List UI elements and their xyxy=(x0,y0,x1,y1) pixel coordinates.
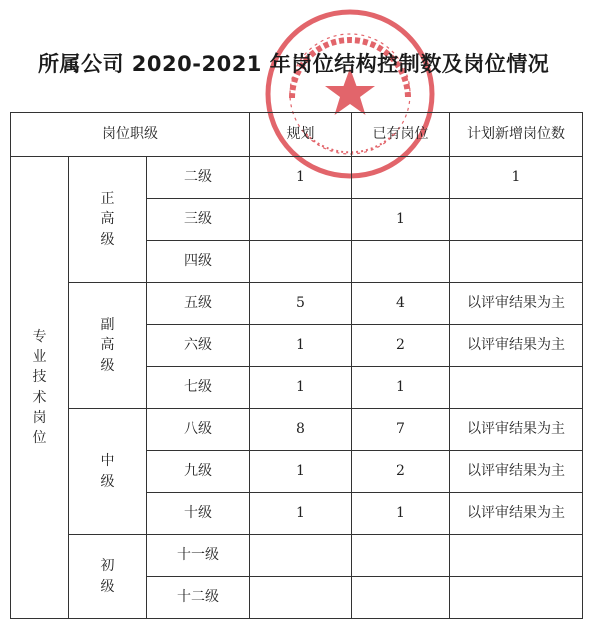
header-existing: 已有岗位 xyxy=(352,113,450,157)
quota-cell xyxy=(250,535,352,577)
level-cell: 十级 xyxy=(147,493,250,535)
quota-cell xyxy=(250,577,352,619)
table-row xyxy=(11,535,583,577)
quota-cell: 8 xyxy=(250,409,352,451)
planned-cell xyxy=(450,241,583,283)
level-cell: 二级 xyxy=(147,157,250,199)
planned-cell: 以评审结果为主 xyxy=(450,451,583,493)
group-label xyxy=(69,189,146,250)
group-char: 副 xyxy=(100,317,115,334)
planned-cell: 1 xyxy=(450,157,583,199)
quota-cell xyxy=(250,199,352,241)
existing-cell: 2 xyxy=(352,325,450,367)
group-label xyxy=(69,556,146,597)
existing-cell: 1 xyxy=(352,199,450,241)
group-char: 高 xyxy=(100,337,115,354)
level-cell: 九级 xyxy=(147,451,250,493)
group-char: 高 xyxy=(100,211,115,228)
level-cell: 八级 xyxy=(147,409,250,451)
group-char: 级 xyxy=(100,357,115,374)
level-cell: 七级 xyxy=(147,367,250,409)
existing-cell: 1 xyxy=(352,367,450,409)
existing-cell: 2 xyxy=(352,451,450,493)
level-cell: 三级 xyxy=(147,199,250,241)
quota-cell: 1 xyxy=(250,493,352,535)
quota-cell: 1 xyxy=(250,157,352,199)
planned-cell: 以评审结果为主 xyxy=(450,409,583,451)
table-row xyxy=(11,157,583,199)
existing-cell: 4 xyxy=(352,283,450,325)
planned-cell: 以评审结果为主 xyxy=(450,325,583,367)
group-char: 级 xyxy=(100,578,115,595)
group-char: 正 xyxy=(100,191,115,208)
table-row xyxy=(11,409,583,451)
position-structure-table xyxy=(10,112,583,619)
quota-cell xyxy=(250,241,352,283)
level-cell: 十二级 xyxy=(147,577,250,619)
existing-cell xyxy=(352,535,450,577)
existing-cell: 1 xyxy=(352,493,450,535)
planned-cell: 以评审结果为主 xyxy=(450,283,583,325)
table-header-row xyxy=(11,113,583,157)
category-label xyxy=(11,327,68,449)
planned-cell xyxy=(450,535,583,577)
group-label-cell xyxy=(69,409,147,535)
document-title: 所属公司 2020-2021 年岗位结构控制数及岗位情况 xyxy=(38,52,550,76)
group-char: 初 xyxy=(100,558,115,575)
group-char: 级 xyxy=(100,473,115,490)
header-planned: 计划新增岗位数 xyxy=(450,113,583,157)
header-quota: 规划 xyxy=(250,113,352,157)
level-cell: 五级 xyxy=(147,283,250,325)
group-label-cell xyxy=(69,157,147,283)
group-label-cell xyxy=(69,535,147,619)
group-char: 中 xyxy=(100,453,115,470)
planned-cell xyxy=(450,199,583,241)
existing-cell: 7 xyxy=(352,409,450,451)
group-label xyxy=(69,451,146,492)
category-char: 技 xyxy=(32,369,47,386)
existing-cell xyxy=(352,577,450,619)
group-label xyxy=(69,315,146,376)
quota-cell: 1 xyxy=(250,325,352,367)
category-char: 术 xyxy=(32,389,47,406)
existing-cell xyxy=(352,241,450,283)
group-char: 级 xyxy=(100,231,115,248)
table-row xyxy=(11,283,583,325)
level-cell: 六级 xyxy=(147,325,250,367)
planned-cell xyxy=(450,577,583,619)
existing-cell xyxy=(352,157,450,199)
quota-cell: 1 xyxy=(250,451,352,493)
category-char: 专 xyxy=(32,328,47,345)
quota-cell: 1 xyxy=(250,367,352,409)
planned-cell: 以评审结果为主 xyxy=(450,493,583,535)
group-label-cell xyxy=(69,283,147,409)
category-char: 位 xyxy=(32,430,47,447)
category-label-cell xyxy=(11,157,69,619)
level-cell: 十一级 xyxy=(147,535,250,577)
planned-cell xyxy=(450,367,583,409)
level-cell: 四级 xyxy=(147,241,250,283)
header-category: 岗位职级 xyxy=(11,113,250,157)
quota-cell: 5 xyxy=(250,283,352,325)
category-char: 业 xyxy=(32,348,47,365)
category-char: 岗 xyxy=(32,409,47,426)
